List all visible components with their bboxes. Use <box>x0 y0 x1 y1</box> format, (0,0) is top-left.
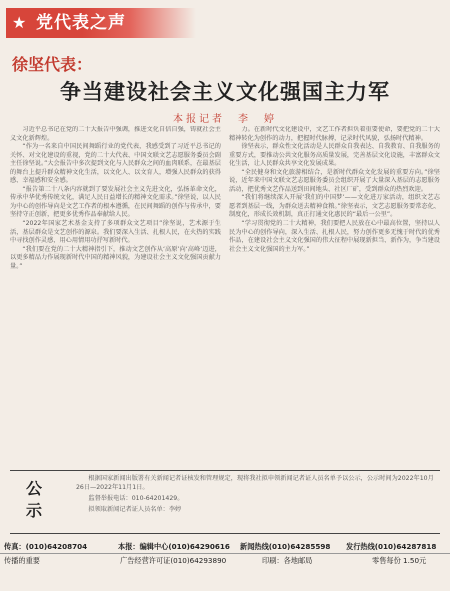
paragraph: 力。在新时代文化建设中，文艺工作者担负着重要使命，要把党的二十大精神转化为创作的动力，把握时代脉搏，记录时代风貌，弘扬时代精神。 <box>229 126 440 142</box>
footer-editorial: 本报：编辑中心(010)64290616 <box>118 542 230 551</box>
paragraph: “我们要在党的二十大精神指引下，推动文艺创作从‘高原’向‘高峰’迈进，以更多精品力作展现新时代中国的精神风貌，为建设社会主义文化强国贡献力量。” <box>10 245 221 270</box>
footer-contacts <box>0 540 450 554</box>
article-column-left <box>10 126 221 464</box>
column-banner <box>6 8 196 38</box>
paragraph: “2022年国家艺术基金支持了多项群众文艺项目”徐坚说，艺术源于生活，基层群众是文艺创作的源泉。我们要深入生活、扎根人民，在火热的实践中寻找创作灵感，用心用情用功抒写新时代。 <box>10 220 221 245</box>
star-icon: ★ <box>12 13 27 32</box>
footer-info <box>0 554 450 567</box>
paragraph: 习近平总书记在党的二十大报告中强调，推进文化自信自强，铸就社会主义文化新辉煌。 <box>10 126 221 142</box>
paragraph: “作为一名来自中国民间舞蹈行业的党代表，我感受到了习近平总书记的关怀、对文化建设的重视，党的二十大代表、中国文联文艺志愿服务委员会副主任徐坚说。”大会报告中多次提到文化与人民群众之间的血肉联系，在最基层的舞台上提升群众精神文化生活，以文化人、以文育人，增强人民群众的获得感、幸福感和安全感。 <box>10 143 221 185</box>
column-title: 党代表之声 <box>36 13 126 33</box>
paragraph: “报告第二十八条内容就到了要发展社会主义先进文化，弘扬革命文化，传承中华优秀传统文化，满足人民日益增长的精神文化需求。”徐坚说，以人民为中心的创作导向是文艺工作者的根本遵循，在民间舞蹈的创作与传承中，要坚持守正创新，把更多优秀作品奉献给人民。 <box>10 185 221 219</box>
footer-printing: 印刷：各地邮局 <box>262 556 313 565</box>
footer-ad-license: 广告经营许可证(010)64293890 <box>120 556 227 565</box>
footer-fax: 传真：(010)64208704 <box>4 542 88 551</box>
article-kicker: 徐坚代表： <box>12 55 93 74</box>
public-notice <box>10 470 440 534</box>
paragraph: 徐坚表示，群众性文化活动是人民群众自我表达、自我教育、自我服务的重要方式，要推动公共文化服务高质量发展，完善基层文化设施，丰富群众文化生活，让人民群众共享文化发展成果。 <box>229 143 440 168</box>
paragraph: “全民健身和文化旅游相结合，是新时代群众文化发展的重要方向。”徐坚说，近年来中国文联文艺志愿服务委员会组织开展了大量深入基层的志愿服务活动，把优秀文艺作品送到田间地头、社区厂矿，受到群众的热烈欢迎。 <box>229 168 440 193</box>
notice-paragraph: 拟领取新闻记者证人员名单：李婷 <box>88 505 182 513</box>
paragraph: “学习贯彻党的二十大精神，我们要把人民放在心中最高位置，坚持以人民为中心的创作导向，深入生活、扎根人民，努力创作更多无愧于时代的优秀作品，在建设社会主义文化强国的伟大征程中展现新担当、新作为，争当建设社会主义文化强国的主力军。” <box>229 220 440 253</box>
footer-distribution-hotline: 发行热线(010)64287818 <box>346 542 437 551</box>
footer-news-hotline: 新闻热线(010)64285598 <box>240 542 331 551</box>
article-column-right <box>229 126 440 464</box>
article-byline: 本报记者 李 婷 <box>173 114 277 125</box>
paragraph: “我们将继续深入开展‘我们的中国梦’——文化进万家活动，组织文艺志愿者到基层一线，为群众送去精神食粮。”徐坚表示，文艺志愿服务要常态化、制度化，形成长效机制，真正打通文化惠民的“最后一公里”。 <box>229 194 440 219</box>
article-headline: 争当建设社会主义文化强国主力军 <box>60 80 390 104</box>
notice-paragraph: 根据国家新闻出版署有关新闻记者证核发和管理规定，现将我社拟申领新闻记者证人员名单予以公示，公示时间为2022年10月26日—2022年11月1日。 <box>76 475 434 491</box>
footer-note: 传播的重要 <box>4 556 40 565</box>
footer-price: 零售每份 1.50元 <box>372 556 427 565</box>
notice-text <box>76 475 436 517</box>
article-body <box>10 126 440 464</box>
notice-label: 公示 <box>26 479 43 520</box>
notice-paragraph: 监督举报电话：010-64201429。 <box>88 494 184 502</box>
